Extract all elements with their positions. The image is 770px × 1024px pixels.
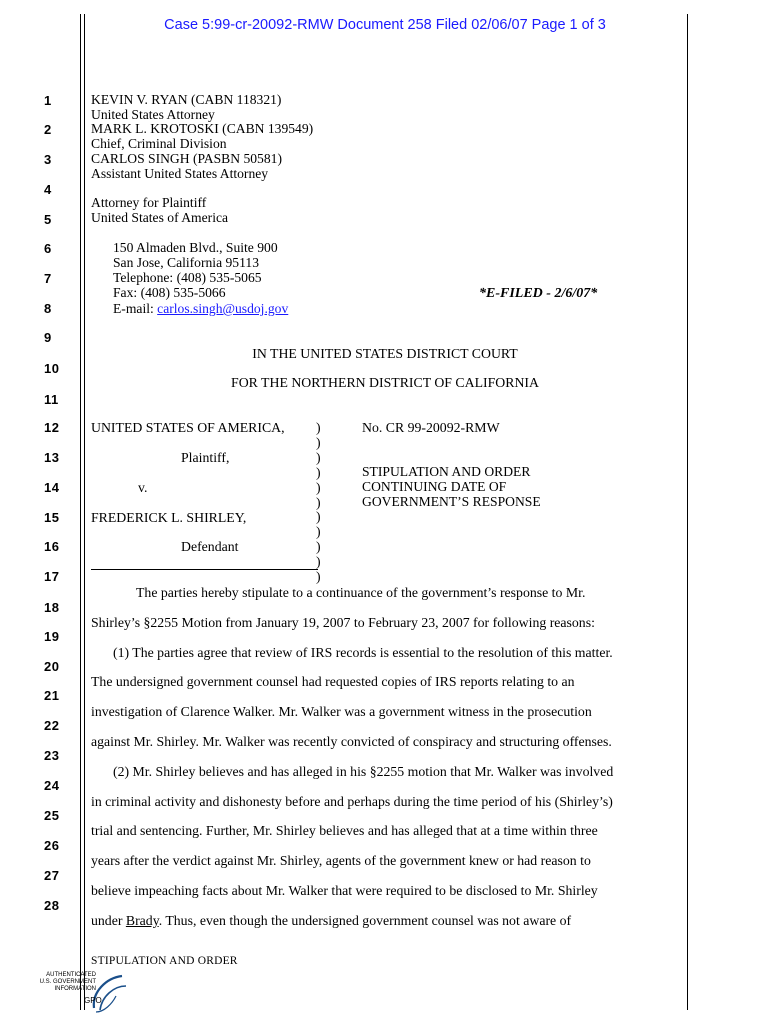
gpo-eagle-logo	[30, 968, 130, 1016]
attorney-line: Chief, Criminal Division	[91, 136, 227, 151]
line-number: 1	[44, 93, 52, 108]
line-number: 18	[44, 600, 60, 615]
line-number: 7	[44, 271, 52, 286]
body-last-prefix: under	[91, 913, 126, 928]
caption-paren: )	[316, 479, 321, 495]
body-line: The undersigned government counsel had requested copies of IRS reports relating to an	[91, 674, 575, 690]
body-line: The parties hereby stipulate to a continuance of the government’s response to Mr.	[136, 585, 586, 600]
body-line: against Mr. Shirley. Mr. Walker was recently convicted of conspiracy and structuring offenses.	[91, 734, 612, 749]
line-number: 17	[44, 569, 60, 584]
gpo-text-line: AUTHENTICATED	[46, 972, 96, 978]
gpo-seal	[30, 968, 130, 1016]
line-number: 24	[44, 778, 60, 793]
caption-paren: )	[316, 420, 321, 435]
line-number: 20	[44, 659, 60, 674]
document-title-line: STIPULATION AND ORDER	[362, 464, 531, 479]
attorney-line: MARK L. KROTOSKI (CABN 139549)	[91, 121, 314, 136]
line-number: 19	[44, 629, 60, 644]
email-label: E-mail:	[113, 301, 158, 316]
line-number: 25	[44, 808, 60, 823]
line-number: 13	[44, 450, 60, 465]
body-line: (2) Mr. Shirley believes and has alleged in his §2255 motion that Mr. Walker was involved	[113, 763, 614, 779]
caption-paren: )	[316, 554, 321, 570]
line-number: 10	[44, 361, 60, 376]
attorney-line: KEVIN V. RYAN (CABN 118321)	[91, 92, 282, 107]
caption-paren: )	[316, 539, 321, 555]
line-number: 8	[44, 301, 52, 316]
court-name: IN THE UNITED STATES DISTRICT COURT	[252, 346, 518, 361]
footer-rule	[91, 942, 687, 943]
versus: v.	[138, 480, 148, 495]
body-line: (1) The parties agree that review of IRS records is essential to the resolution of this matter.	[113, 644, 613, 660]
address-line: San Jose, California 95113	[113, 255, 259, 270]
document-title-line: GOVERNMENT’S RESPONSE	[362, 494, 541, 509]
case-header: Case 5:99-cr-20092-RMW Document 258 Filed 02/06/07 Page 1 of 3	[164, 17, 606, 33]
line-number: 6	[44, 241, 52, 256]
defendant-role: Defendant	[181, 539, 239, 554]
caption-paren: )	[316, 464, 321, 480]
gpo-text-line: INFORMATION	[54, 986, 96, 992]
address-line: 150 Almaden Blvd., Suite 900	[113, 240, 278, 255]
line-number: 22	[44, 718, 60, 733]
caption-paren: )	[316, 449, 321, 465]
caption-paren: )	[316, 494, 321, 510]
attorney-line: United States of America	[91, 210, 229, 225]
body-line: Shirley’s §2255 Motion from January 19, 2007 to February 23, 2007 for following reasons:	[91, 614, 595, 630]
line-number: 14	[44, 480, 60, 495]
body-line: investigation of Clarence Walker. Mr. Walker was a government witness in the prosecution	[91, 704, 592, 720]
body-line: believe impeaching facts about Mr. Walker that were required to be disclosed to Mr. Shirley	[91, 883, 598, 898]
right-margin-rule	[687, 14, 688, 1010]
attorney-line: CARLOS SINGH (PASBN 50581)	[91, 151, 282, 166]
left-margin-rule-inner	[84, 14, 85, 1010]
line-number: 16	[44, 539, 60, 554]
address-line: Telephone: (408) 535-5065	[113, 270, 262, 285]
email-line	[113, 302, 288, 317]
line-number: 15	[44, 510, 60, 525]
footer-title: STIPULATION AND ORDER	[91, 955, 238, 967]
body-last-suffix: . Thus, even though the undersigned government counsel was not aware of	[158, 913, 572, 928]
line-number: 26	[44, 838, 60, 853]
efiled-stamp: *E-FILED - 2/6/07*	[479, 286, 598, 301]
caption-paren: )	[316, 524, 321, 540]
line-number: 28	[44, 898, 60, 913]
line-number: 12	[44, 420, 60, 435]
line-number: 2	[44, 122, 52, 137]
line-number: 9	[44, 330, 52, 345]
email-link[interactable]: carlos.singh@usdoj.gov	[157, 301, 289, 316]
line-number: 21	[44, 688, 60, 703]
caption-underline	[91, 569, 318, 570]
left-margin-rule-outer	[80, 14, 81, 1010]
defendant-name: FREDERICK L. SHIRLEY,	[91, 510, 247, 525]
caption-paren: )	[316, 434, 321, 450]
line-number: 3	[44, 152, 52, 167]
attorney-line: Attorney for Plaintiff	[91, 195, 207, 210]
gpo-mark: GPO	[84, 996, 102, 1005]
line-number: 5	[44, 212, 52, 227]
body-line: in criminal activity and dishonesty before and perhaps during the time period of his (Shirley’s)	[91, 793, 613, 809]
document-title-line: CONTINUING DATE OF	[362, 479, 507, 494]
line-number: 27	[44, 868, 60, 883]
caption-paren: )	[316, 569, 321, 584]
address-line: Fax: (408) 535-5066	[113, 285, 226, 300]
line-number: 11	[44, 392, 59, 407]
case-number: No. CR 99-20092-RMW	[362, 420, 500, 435]
line-number: 23	[44, 748, 60, 763]
attorney-line: United States Attorney	[91, 107, 215, 122]
body-line: years after the verdict against Mr. Shirley, agents of the government knew or had reason to	[91, 853, 591, 869]
attorney-line: Assistant United States Attorney	[91, 166, 269, 181]
body-line: trial and sentencing. Further, Mr. Shirley believes and has alleged that at a time within three	[91, 823, 598, 839]
brady-citation: Brady	[125, 913, 159, 928]
plaintiff-name: UNITED STATES OF AMERICA,	[91, 420, 285, 435]
gpo-text-line: U.S. GOVERNMENT	[39, 979, 96, 985]
court-district: FOR THE NORTHERN DISTRICT OF CALIFORNIA	[231, 375, 539, 390]
line-number: 4	[44, 182, 52, 197]
plaintiff-role: Plaintiff,	[181, 450, 230, 465]
caption-paren: )	[316, 509, 321, 525]
body-last-line	[91, 913, 571, 929]
